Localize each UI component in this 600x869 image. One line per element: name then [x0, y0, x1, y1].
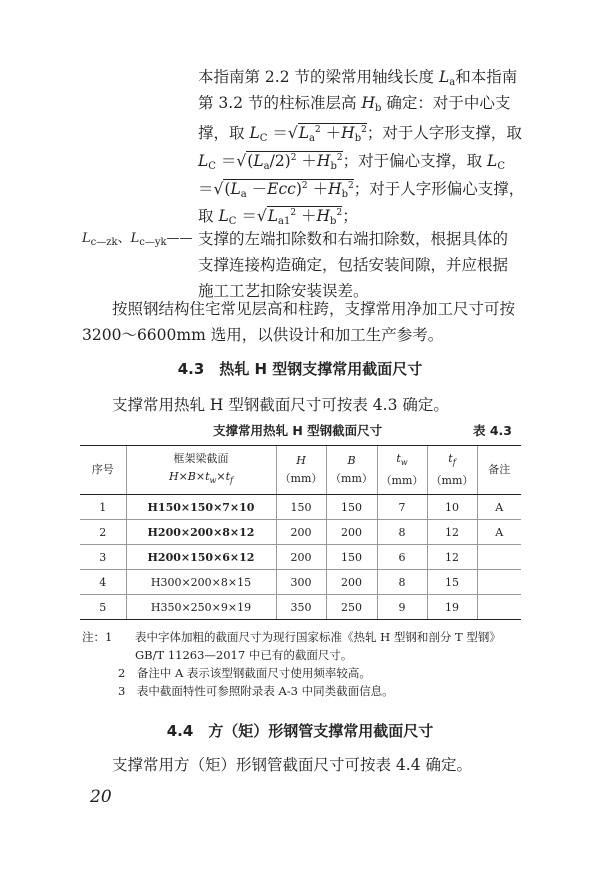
cell-tw: 7: [377, 495, 427, 520]
cell-section: H300×200×8×15: [126, 570, 276, 595]
cell-section: H200×200×8×12: [126, 520, 276, 545]
header-seq: 序号: [80, 446, 126, 495]
cell-tf: 12: [427, 520, 477, 545]
table-row: [80, 545, 521, 570]
header-remark: 备注: [477, 446, 521, 495]
cell-tw: 8: [377, 570, 427, 595]
paragraph-line-2: 3200～6600mm 选用，以供设计和加工生产参考。: [82, 326, 444, 344]
cell-tf: 19: [427, 595, 477, 620]
cell-seq: 1: [80, 495, 126, 520]
cell-H: 200: [276, 545, 326, 570]
cell-section: H350×250×9×19: [126, 595, 276, 620]
header-H: H （mm）: [276, 446, 326, 495]
text-line-3: 撑，取 $L_C =√L_a^2 +H_b^2$；对于人字形支撑，取: [198, 124, 522, 144]
table-header-row: [80, 446, 521, 495]
cell-H: 150: [276, 495, 326, 520]
note-3: 3 表中截面特性可参照附录表 A-3 中同类截面信息。: [118, 684, 394, 698]
cell-section: H150×150×7×10: [126, 495, 276, 520]
section-4-3-text: 支撑常用热轧 H 型钢截面尺寸可按表 4.3 确定。: [112, 396, 449, 414]
table-row: [80, 495, 521, 520]
cell-tw: 6: [377, 545, 427, 570]
definition-term: $L_{c—zk}$、$L_{c—yk}——$: [82, 231, 193, 248]
cell-H: 200: [276, 520, 326, 545]
table-number: 表 4.3: [473, 423, 512, 438]
cell-remark: A: [477, 520, 521, 545]
cell-tf: 10: [427, 495, 477, 520]
text-line-5: $=√(L_a -Ecc)^2 +H_b^2$；对于人字形偏心支撑，: [198, 180, 525, 200]
header-tf: $t_f$ （mm）: [427, 446, 477, 495]
table-row: [80, 520, 521, 545]
cell-B: 150: [326, 495, 377, 520]
cell-remark: [477, 545, 521, 570]
page-number: 20: [90, 787, 112, 807]
cell-B: 200: [326, 520, 377, 545]
note-1-line-1: 表中字体加粗的截面尺寸为现行国家标准《热轧 H 型钢和剖分 T 型钢》: [135, 630, 501, 644]
cell-tf: 15: [427, 570, 477, 595]
cell-seq: 5: [80, 595, 126, 620]
cell-seq: 4: [80, 570, 126, 595]
table-row: [80, 570, 521, 595]
section-heading-4-3: 4.3 热轧 H 型钢支撑常用截面尺寸: [177, 360, 423, 378]
note-2: 2 备注中 A 表示该型钢截面尺寸使用频率较高。: [118, 666, 371, 680]
cell-B: 150: [326, 545, 377, 570]
note-label: 注：1: [82, 630, 113, 644]
header-section: 框架梁截面 $H\times B\times t_w\times t_f$: [126, 446, 276, 495]
definition-line-1: 支撑的左端扣除数和右端扣除数，根据具体的: [198, 230, 509, 248]
table-row: [80, 595, 521, 620]
definition-line-2: 支撑连接构造确定，包括安装间隙，并应根据: [198, 256, 509, 274]
note-1-line-2: GB/T 11263—2017 中已有的截面尺寸。: [135, 648, 353, 662]
section-heading-4-4: 4.4 方（矩）形钢管支撑常用截面尺寸: [166, 722, 434, 740]
cell-seq: 3: [80, 545, 126, 570]
cell-remark: A: [477, 495, 521, 520]
text-line-2: 第 3.2 节的柱标准层高 $H_b$ 确定：对于中心支: [198, 94, 511, 114]
cell-B: 250: [326, 595, 377, 620]
definition-line-3: 施工工艺扣除安装误差。: [198, 282, 369, 300]
cell-seq: 2: [80, 520, 126, 545]
cell-H: 350: [276, 595, 326, 620]
cell-H: 300: [276, 570, 326, 595]
header-B: B （mm）: [326, 446, 377, 495]
cell-section: H200×150×6×12: [126, 545, 276, 570]
cell-tw: 8: [377, 520, 427, 545]
text-line-1: 本指南第 2.2 节的梁常用轴线长度 $L_a$和本指南: [198, 68, 518, 88]
cell-tw: 9: [377, 595, 427, 620]
header-tw: $t_w$ （mm）: [377, 446, 427, 495]
section-4-4-text: 支撑常用方（矩）形钢管截面尺寸可按表 4.4 确定。: [112, 756, 473, 774]
text-line-6: 取 $L_C =√L_{a1}^2 +H_b^2$；: [198, 207, 358, 227]
table-caption: 支撑常用热轧 H 型钢截面尺寸: [213, 423, 383, 438]
paragraph-line-1: 按照钢结构住宅常见层高和柱跨，支撑常用净加工尺寸可按: [112, 300, 516, 318]
cell-remark: [477, 595, 521, 620]
cell-tf: 12: [427, 545, 477, 570]
text-line-4: $L_C =√(L_a/2)^2 +H_b^2$；对于偏心支撑，取 $L_C$: [198, 152, 505, 172]
section-table: [80, 445, 521, 620]
cell-B: 200: [326, 570, 377, 595]
cell-remark: [477, 570, 521, 595]
